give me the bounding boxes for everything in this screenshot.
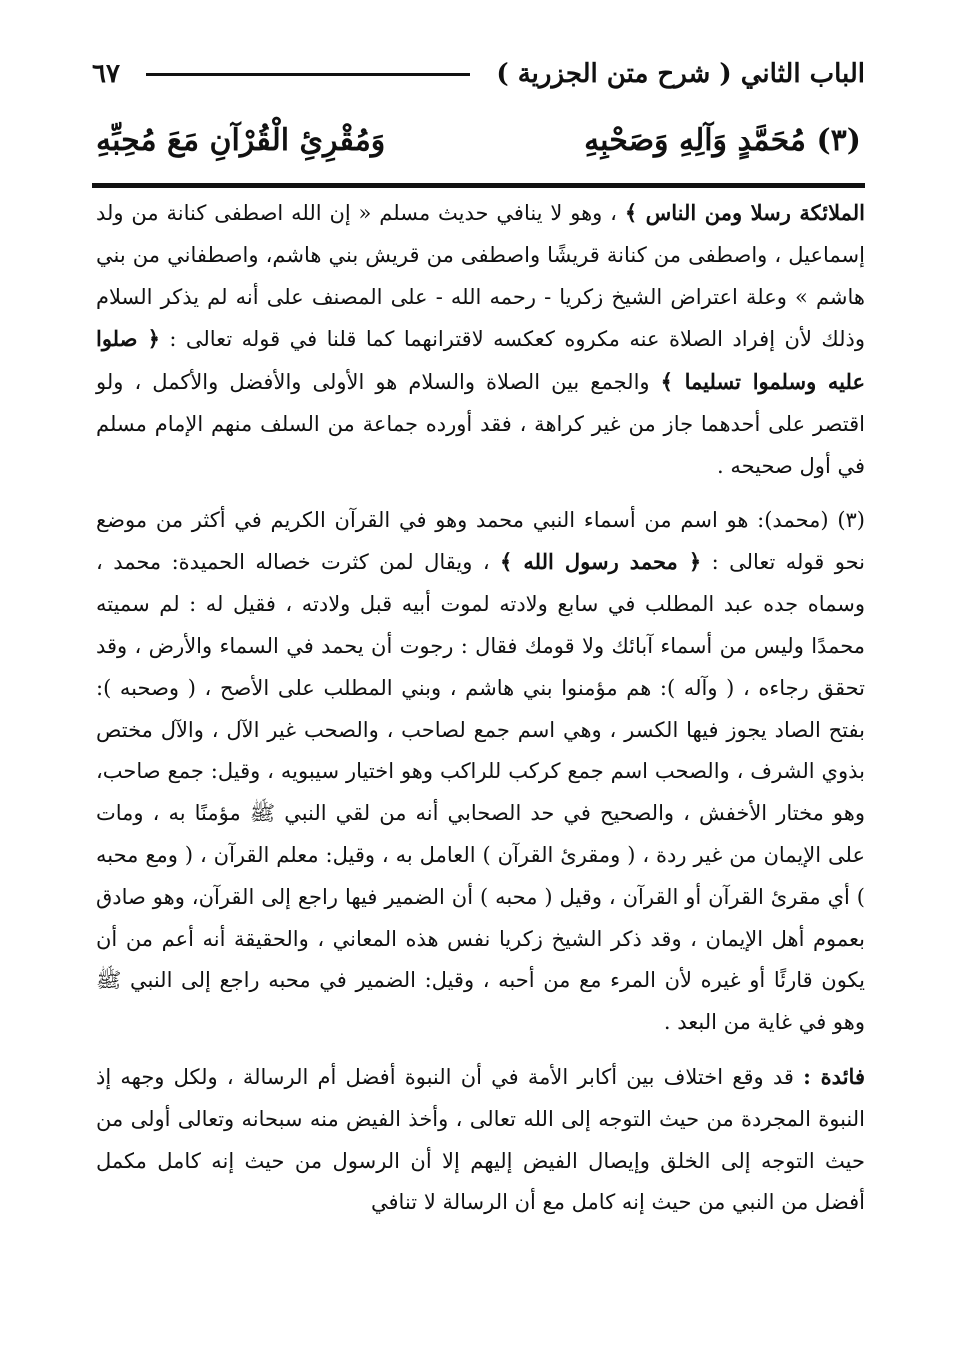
header-rule: [146, 73, 470, 76]
page-number: ٦٧: [92, 59, 120, 89]
paragraph-1-text-a: ، وهو لا ينافي حديث مسلم « إن الله اصطفى كنانة من ولد إسماعيل ، واصطفى من كنانة قريشًا واصطفى من قريش بني هاشم، واصطفاني من بني هاشم » وعلة اعتراض الشيخ زكريا - رحمه الله - على المصنف على أنه لم يذكر السلام وذلك لأن إفراد الصلاة عنه مكروه كعكسه لاقترانهما كما قلنا في قوله تعالى :: [96, 201, 865, 352]
paragraph-1: [96, 192, 865, 488]
verse-line-number: (٣): [816, 122, 861, 158]
commentary-body: [96, 192, 865, 1224]
verse-first-hemistich-text: مُحَمَّدٍ وَآلِهِ وَصَحْبِهِ: [584, 122, 807, 158]
quran-quote: ﴿ صلوا عليه وسلموا تسليما ﴾: [96, 326, 865, 395]
chapter-title: الباب الثاني ( شرح متن الجزرية ): [496, 59, 865, 89]
main-rule: [92, 183, 865, 188]
verse-line: [96, 110, 861, 170]
paragraph-2-text-a: (٣) (محمد): هو اسم من أسماء النبي محمد وهو في القرآن الكريم في أكثر من موضع نحو قوله تعالى :: [96, 507, 865, 575]
verse-second-hemistich: وَمُقْرِئِ الْقُرْآنِ مَعَ مُحِبِّهِ: [96, 122, 386, 158]
paragraph-1-text-b: والجمع بين الصلاة والسلام هو الأولى والأفضل والأكمل ، ولو اقتصر على أحدهما جاز من غير كراهة ، فقد أورده جماعة من السلف منهم الإمام مسلم في أول صحيحه .: [96, 370, 865, 478]
quran-quote-end: الملائكة رسلا ومن الناس ﴾: [624, 200, 865, 225]
running-header: [92, 52, 865, 96]
paragraph-3: [96, 1056, 865, 1224]
verse-first-hemistich: [584, 123, 861, 158]
paragraph-3-text: قد وقع اختلاف بين أكابر الأمة في أن النبوة أفضل أم الرسالة ، ولكل وجهه إذ النبوة المجردة من حيث التوجه إلى الله تعالى ، وأخذ الفيض منه سبحانه وتعالى أولى من حيث التوجه إلى الخلق وإيصال الفيض إليهم إلا أن الرسول من حيث إنه كامل مكمل أفضل من النبي من حيث إنه كامل مع أن الرسالة لا تنافي: [96, 1064, 865, 1215]
benefit-label: فائدة :: [803, 1063, 865, 1089]
quran-quote: ﴿ محمد رسول الله ﴾: [500, 549, 702, 575]
paragraph-2: [96, 500, 865, 1044]
paragraph-2-text-b: ، ويقال لمن كثرت خصاله الحميدة: محمد ، وسماه جده عبد المطلب في سابع ولادته لموت أبيه قبل ولادته ، فقيل له : لم سميته محمدًا وليس من أسماء آبائك ولا قومك فقال : رجوت أن يحمد في السماء والأرض ، وقد تحقق رجاءه ، ( وآله ): هم مؤمنوا بني هاشم ، وبني المطلب على الأصح ، ( وصحبه ): بفتح الصاد يجوز فيها الكسر ، وهي اسم جمع لصاحب ، والصحب غير الآل ، والآل مختص بذوي الشرف ، والصحب اسم جمع كركب للراكب وهو اختيار سيبويه ، وقيل: جمع صاحب، وهو مختار الأخفش ، والصحيح في حد الصحابي أنه من لقي النبي ﷺ مؤمنًا به ، ومات على الإيمان من غير ردة ، ( ومقرئ القرآن ) العامل به ، وقيل: معلم القرآن ، ( ومع محبه ) أي مقرئ القرآن أو القرآن ، وقيل ( محبه ) أن الضمير فيها راجع إلى القرآن، وهو صادق بعموم أهل الإيمان ، وقد ذكر الشيخ زكريا نفس هذه المعاني ، والحقيقة أنه أعم من أن يكون قارئًا أو غيره لأن المرء مع من أحبه ، وقيل: الضمير في محبه راجع إلى النبي ﷺ وهو في غاية من البعد .: [96, 550, 865, 1035]
